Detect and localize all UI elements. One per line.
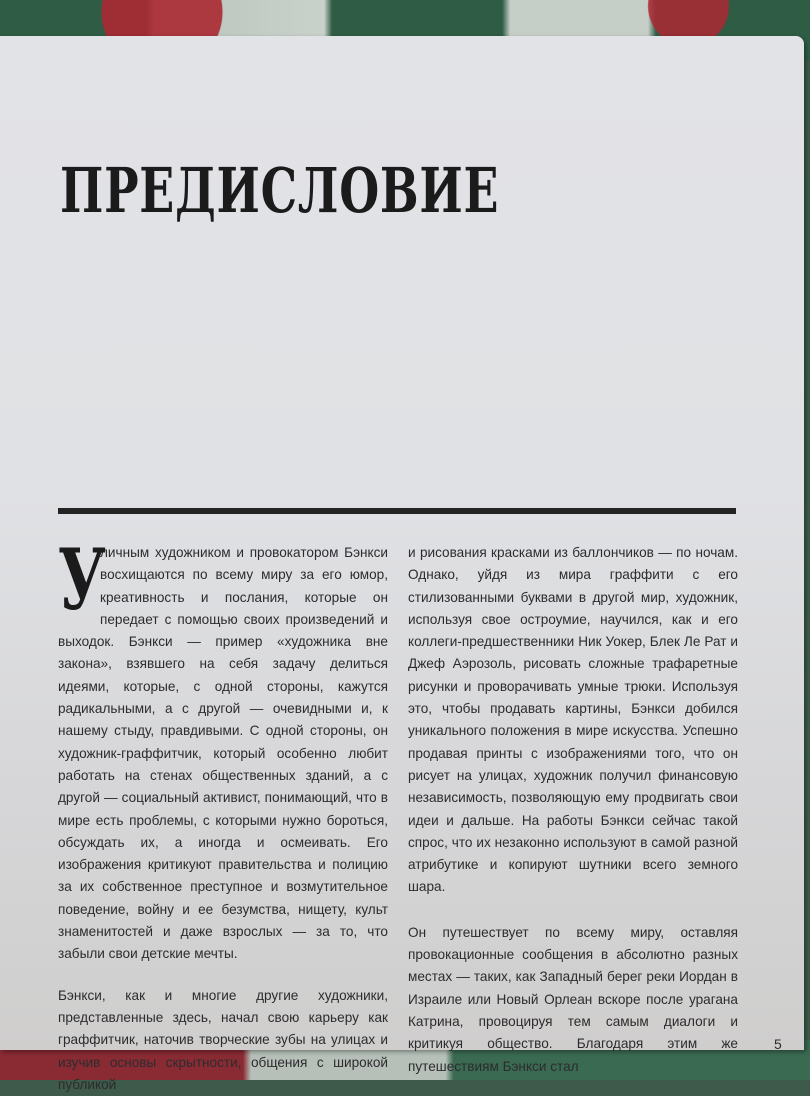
right-paragraph-1: и рисования красками из баллончиков — по ночам. Однако, уйдя из мира граффити с его стилизованными буквами в другой мир, художник, используя свое остроумие, научился, как и его коллеги-предшественники Ник Уокер, Блек Ле Рат и Джеф Аэрозоль, рисовать сложные трафаретные рисунки и проворачивать умные трюки. Используя это, чтобы продавать картины, Бэнкси добился уникального положения в мире искусства. Успешно продавая принты с изображениями того, что он рисует на улицах, художник получил финансовую независимость, позволяющую ему продвигать свои идеи и дальше. На работы Бэнкси сейчас такой спрос, что их незаконно используют в самой разной атрибутике и копируют шутники всего земного шара. — [408, 545, 738, 895]
left-paragraph-2: Бэнкси, как и многие другие художники, представленные здесь, начал свою карьеру как граффитчик, наточив творческие зубы на улицах и изучив основы скрытности, общения с широкой публикой — [58, 987, 388, 1092]
left-paragraph-1 — [58, 530, 388, 966]
right-paragraph-2: Он путешествует по всему миру, оставляя провокационные сообщения в абсолютно разных местах — таких, как Западный берег реки Иордан в Израиле или Новый Орлеан вскоре после урагана Катрина, провоцируя тем самым диалоги и критикуя общество. Благодаря этим же путешествиям Бэнкси стал — [408, 924, 738, 1074]
left-text-column — [58, 530, 388, 1096]
left-paragraph-1-text: личным художником и провокатором Бэнкси восхищаются по всему миру за его юмор, креативность и послания, которые он передает с помощью своих произведений и выходок. Бэнкси — пример «художника вне закона», взявшего на себя задачу делиться идеями, которые, с одной стороны, кажутся радикальными, а с другой — очевидными и, к нашему стыду, правдивыми. С одной стороны, он художник-граффитчик, который особенно любит работать на стенах общественных зданий, а с другой — социальный активист, понимающий, что в мире есть проблемы, с которыми нужно бороться, обсуждать их, а иногда и осмеивать. Его изображения критикуют правительства и полицию за их собственное преступное и возмутительное поведение, войну и ее безумства, нищету, культ знаменитостей и даже взрослых — за то, что забыли свои детские мечты. — [58, 545, 388, 962]
horizontal-divider — [58, 508, 736, 514]
right-text-column — [408, 542, 738, 1078]
page-number: 5 — [774, 1036, 782, 1052]
drop-cap: У — [58, 530, 106, 629]
page-title: ПРЕДИСЛОВИЕ — [60, 154, 500, 227]
book-page — [0, 36, 804, 1092]
